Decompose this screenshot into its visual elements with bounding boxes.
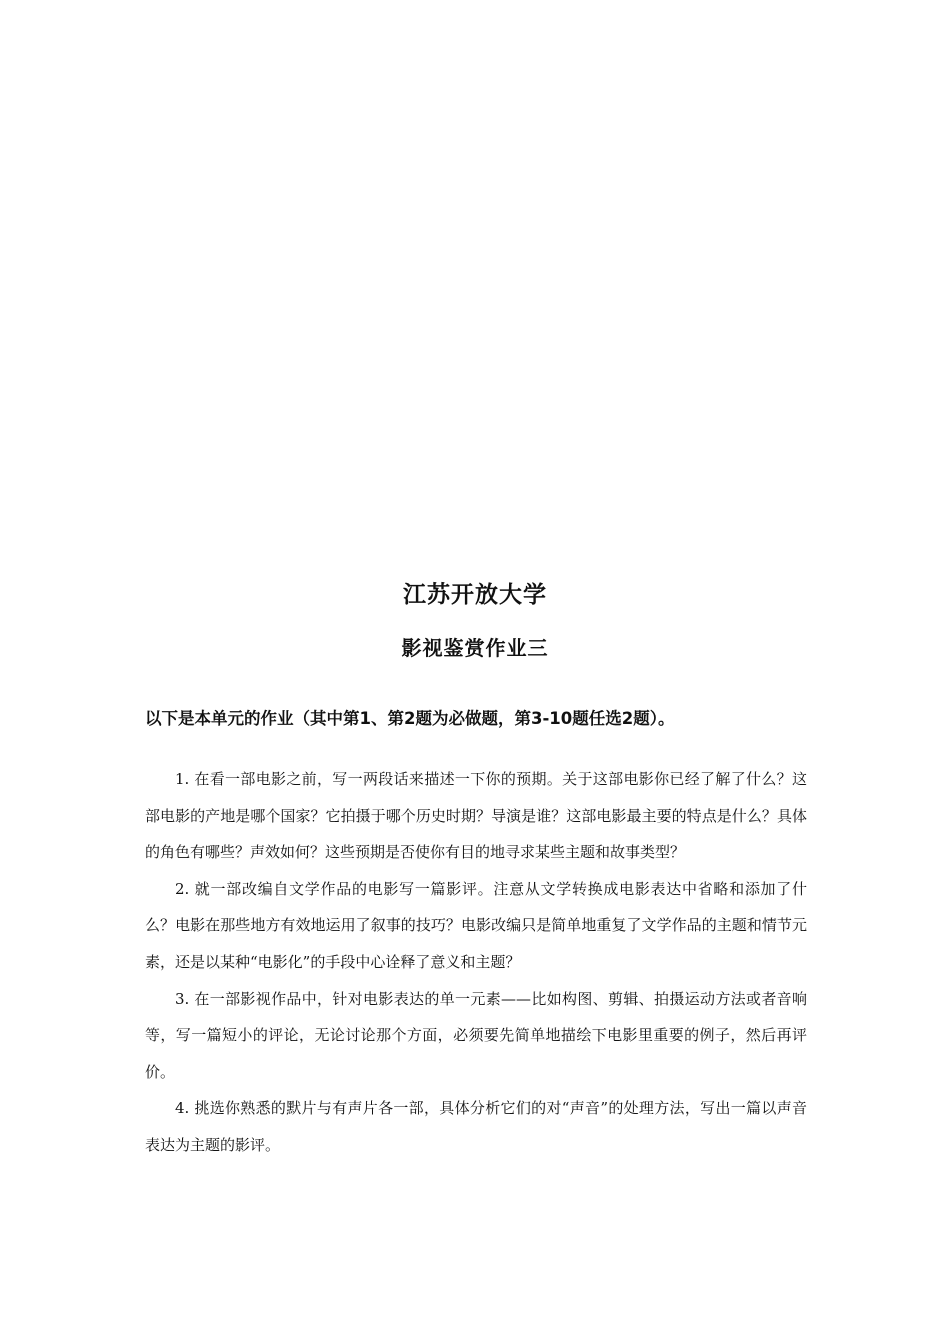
assignment-title: 影视鉴赏作业三 (401, 636, 549, 660)
question-list (145, 761, 807, 1164)
question-item: 3. 在一部影视作品中，针对电影表达的单一元素——比如构图、剪辑、拍摄运动方法或者音响等，写一篇短小的评论，无论讨论那个方面，必须要先简单地描绘下电影里重要的例子，然后再评价。 (145, 989, 807, 1081)
question-item: 2. 就一部改编自文学作品的电影写一篇影评。注意从文学转换成电影表达中省略和添加了什么？电影在那些地方有效地运用了叙事的技巧？电影改编只是简单地重复了文学作品的主题和情节元素，还是以某种“电影化”的手段中心诠释了意义和主题？ (145, 879, 807, 971)
assignment-instructions: 以下是本单元的作业（其中第1、第2题为必做题，第3-10题任选2题）。 (145, 709, 675, 728)
school-name: 江苏开放大学 (403, 582, 547, 608)
question-item: 1. 在看一部电影之前，写一两段话来描述一下你的预期。关于这部电影你已经了解了什么？这部电影的产地是哪个国家？它拍摄于哪个历史时期？导演是谁？这部电影最主要的特点是什么？具体的角色有哪些？声效如何？这些预期是否使你有目的地寻求某些主题和故事类型？ (145, 770, 807, 862)
question-item: 4. 挑选你熟悉的默片与有声片各一部，具体分析它们的对“声音”的处理方法，写出一篇以声音表达为主题的影评。 (145, 1099, 807, 1154)
